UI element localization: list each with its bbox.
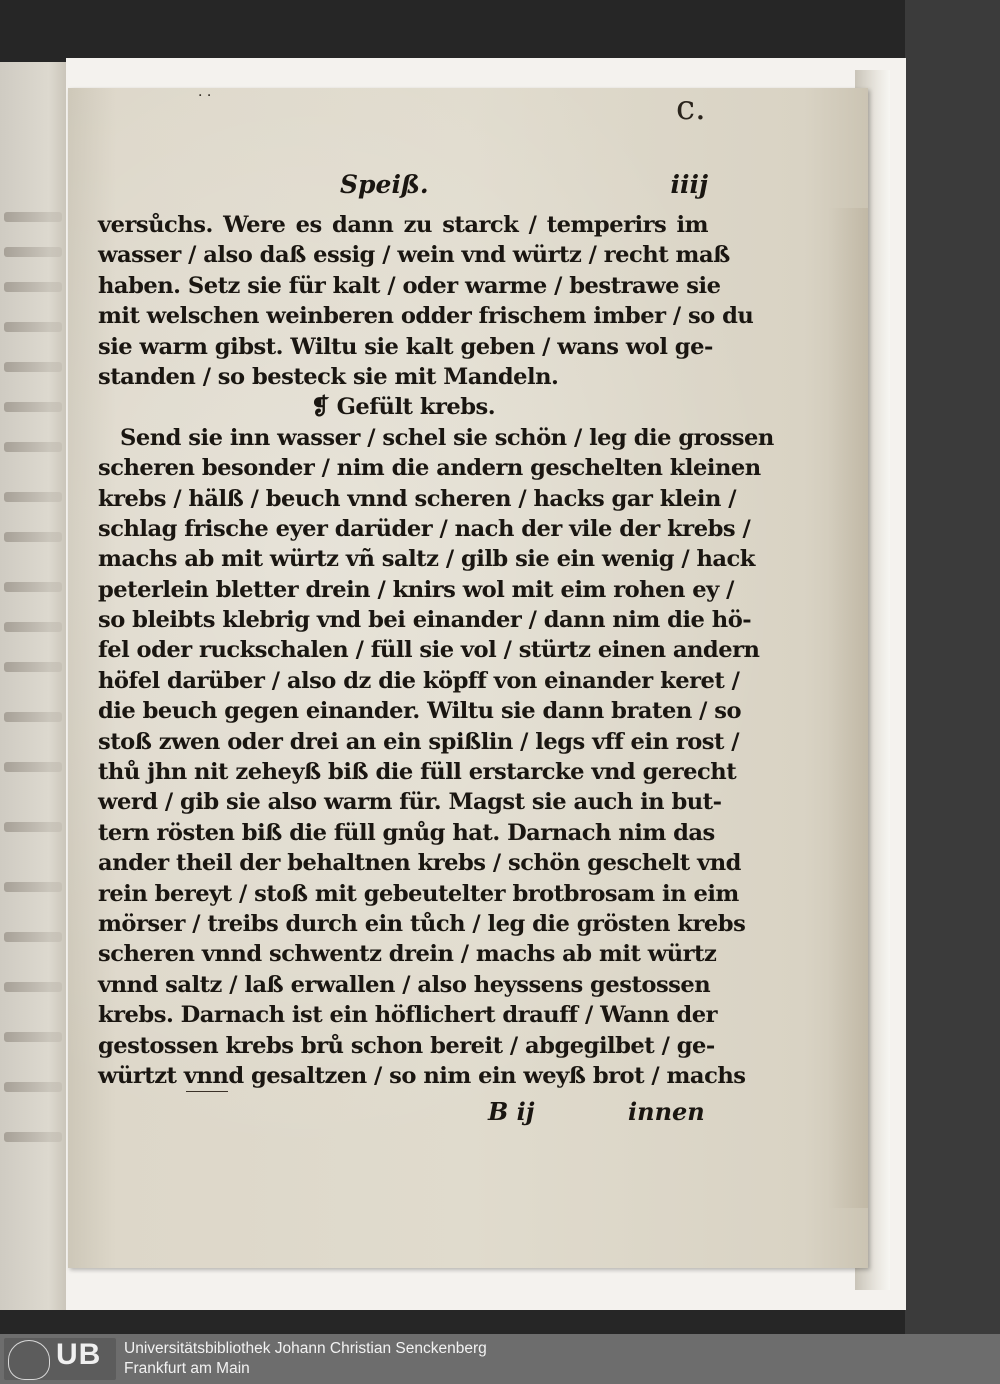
text-line: scheren vnnd schwentz drein / machs ab mit würtz (98, 941, 717, 968)
text-line: versůchs. Were es dann zu starck / temperirs im (98, 212, 708, 238)
text-line: scheren besonder / nim die andern geschelten kleinen (98, 455, 761, 482)
corner-mark: c. (676, 88, 706, 128)
text-line: thů jhn nit zeheyß biß die füll erstarcke vnd gerecht (98, 759, 737, 786)
text-line: Send sie inn wasser / schel sie schön / leg die grossen (120, 424, 774, 451)
text-line: stoß zwen oder drei an ein spißlin / legs vff ein rost / (98, 728, 740, 755)
text-line: so bleibts klebrig vnd bei einander / dann nim die hö- (98, 607, 752, 634)
top-ink-dots: · · (198, 88, 212, 104)
library-footer-bar (0, 1334, 1000, 1384)
text-line: peterlein bletter drein / knirs wol mit eim rohen ey / (98, 576, 734, 603)
portrait-icon (8, 1340, 50, 1380)
text-line: sie warm gibst. Wiltu sie kalt geben / wans wol ge- (98, 333, 713, 360)
text-line: gestossen krebs brů schon bereit / abgegilbet / ge- (98, 1032, 715, 1059)
page-header (98, 170, 708, 210)
signature-mark: B ij (488, 1097, 535, 1127)
running-head: Speiß. (340, 170, 429, 199)
text-line: fel oder ruckschalen / füll sie vol / stürtz einen andern (98, 637, 760, 664)
text-line: werd / gib sie also warm für. Magst sie auch in but- (98, 789, 722, 816)
book-board-right (905, 0, 1000, 1334)
text-line: schlag frische eyer darüder / nach der vile der krebs / (98, 515, 751, 542)
text-line: krebs. Darnach ist ein höflichert drauff / Wann der (98, 1002, 717, 1029)
section-heading: ❡ Gefült krebs. (310, 394, 496, 421)
text-line: wasser / also daß essig / wein vnd würtz / recht maß (98, 242, 730, 269)
text-line: vnnd saltz / laß erwallen / also heyssens gestossen (98, 971, 711, 998)
text-line: mörser / treibs durch ein tůch / leg die grösten krebs (98, 910, 746, 937)
text-line: würtzt vnnd gesaltzen / so nim ein weyß brot / machs (98, 1062, 746, 1089)
text-line: rein bereyt / stoß mit gebeutelter brotbrosam in eim (98, 880, 739, 907)
text-line: machs ab mit würtz vñ saltz / gilb sie ein wenig / hack (98, 546, 755, 573)
catchword: innen (628, 1097, 705, 1127)
text-line: standen / so besteck sie mit Mandeln. (98, 363, 559, 390)
text-line: mit welschen weinberen odder frischem imber / so du (98, 303, 754, 330)
text-line: ander theil der behaltnen krebs / schön geschelt vnd (98, 850, 741, 877)
library-name: Universitätsbibliothek Johann Christian Senckenberg (124, 1340, 487, 1357)
text-line: höfel darüber / also dz die köpff von einander keret / (98, 667, 740, 694)
text-line: tern rösten biß die füll gnůg hat. Darnach nim das (98, 819, 715, 846)
page-footer (98, 1095, 708, 1133)
book-page (68, 88, 868, 1268)
text-block (98, 170, 774, 1133)
text-line: die beuch gegen einander. Wiltu sie dann braten / so (98, 698, 742, 725)
library-logo[interactable] (4, 1338, 116, 1380)
text-line: haben. Setz sie für kalt / oder warme / bestrawe sie (98, 272, 721, 299)
logo-text: UB (56, 1338, 102, 1371)
text-line: krebs / hälß / beuch vnnd scheren / hacks gar klein / (98, 485, 737, 512)
folio-number: iiij (670, 170, 708, 199)
library-location: Frankfurt am Main (124, 1360, 250, 1377)
facing-page-edge (0, 62, 70, 1310)
underline-rule (186, 1091, 228, 1092)
